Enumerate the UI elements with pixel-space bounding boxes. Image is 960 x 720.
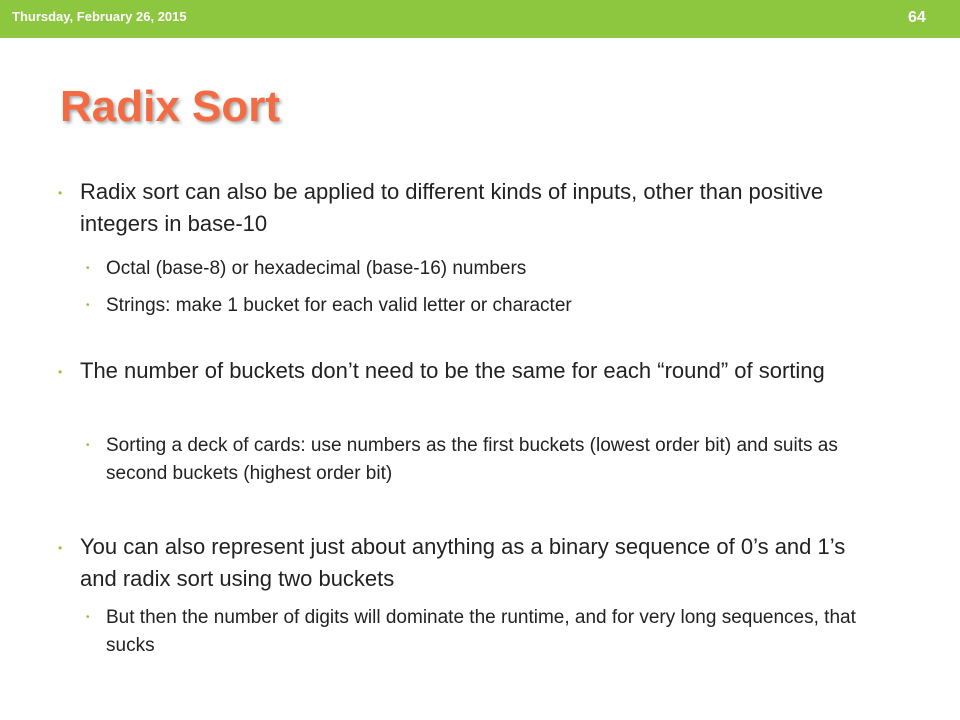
sub-bullet-text: But then the number of digits will dominate the runtime, and for very long sequences, that sucks	[106, 607, 856, 656]
sub-bullet-dot-icon: •	[86, 612, 90, 623]
bullet-dot-icon: •	[58, 186, 63, 200]
bullet-dot-icon: •	[58, 541, 63, 555]
bullet-item	[58, 531, 880, 595]
header-bar	[0, 0, 960, 38]
sub-bullet-item	[86, 255, 876, 283]
sub-bullet-item	[86, 432, 876, 488]
sub-bullet-dot-icon: •	[86, 440, 90, 451]
bullet-text: Radix sort can also be applied to different kinds of inputs, other than positive integers in base-10	[80, 179, 824, 236]
bullet-text: The number of buckets don’t need to be the same for each “round” of sorting	[80, 358, 825, 383]
sub-bullet-text: Sorting a deck of cards: use numbers as the first buckets (lowest order bit) and suits as second buckets (highest order bit)	[106, 435, 838, 484]
bullet-item	[58, 176, 880, 240]
sub-bullet-text: Octal (base-8) or hexadecimal (base-16) numbers	[106, 258, 527, 279]
sub-bullet-item	[86, 292, 876, 320]
sub-bullet-item	[86, 604, 876, 660]
slide-date: Thursday, February 26, 2015	[12, 9, 187, 24]
page-number: 64	[908, 9, 926, 26]
bullet-text: You can also represent just about anything as a binary sequence of 0’s and 1’s and radix sort using two buckets	[80, 534, 846, 591]
sub-bullet-text: Strings: make 1 bucket for each valid letter or character	[106, 295, 572, 316]
bullet-item	[58, 355, 880, 387]
slide-title: Radix Sort	[60, 82, 281, 131]
bullet-dot-icon: •	[58, 365, 63, 379]
sub-bullet-dot-icon: •	[86, 300, 90, 311]
sub-bullet-dot-icon: •	[86, 263, 90, 274]
